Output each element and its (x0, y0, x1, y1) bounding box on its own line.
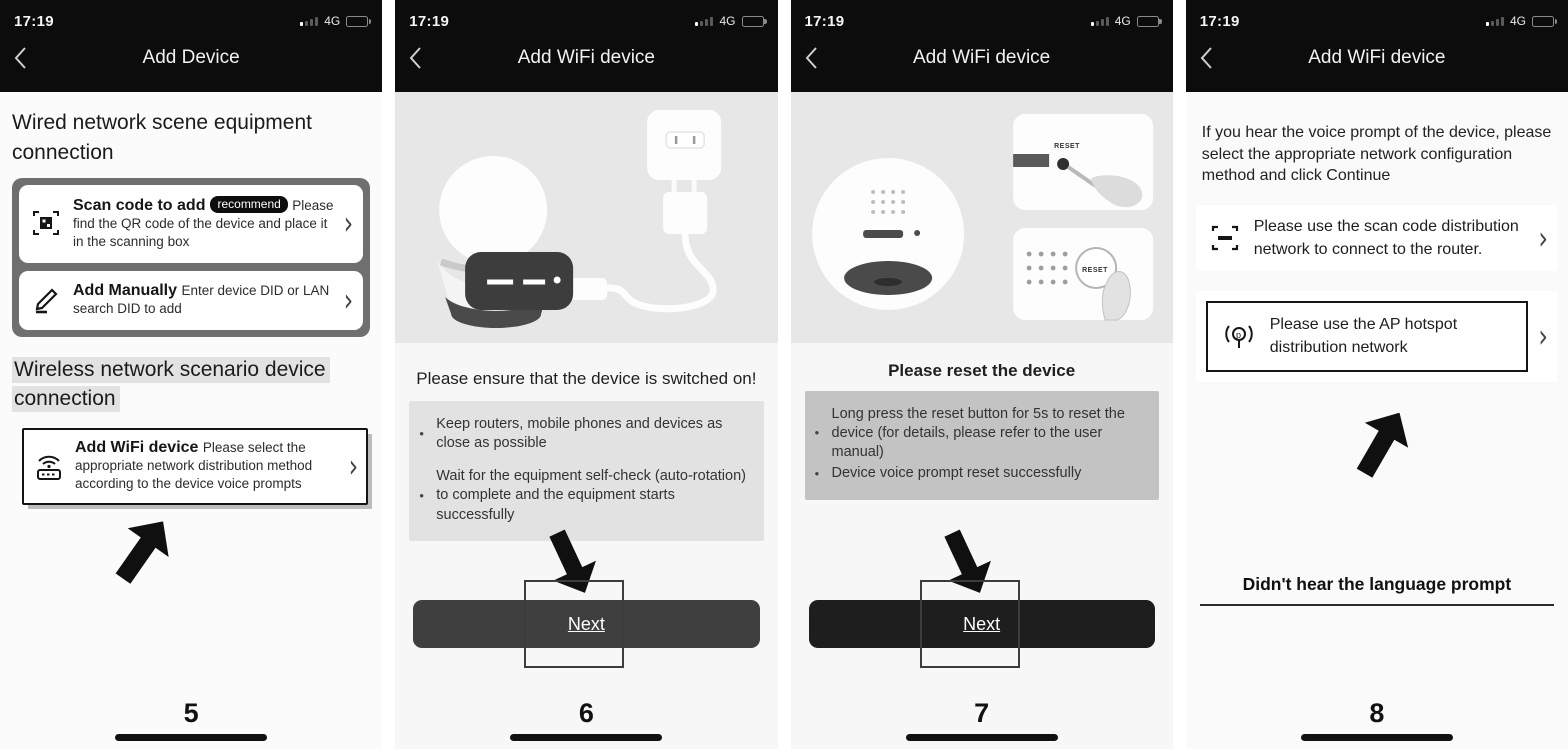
network-type: 4G (1509, 14, 1526, 28)
signal-icon (695, 16, 713, 26)
screen-network-method (1186, 0, 1568, 749)
battery-icon (1137, 16, 1159, 27)
clock: 17:19 (804, 12, 845, 30)
add-wifi-device-card[interactable] (22, 428, 368, 505)
section-title-wired: Wired network scene equipment connection (12, 111, 312, 164)
svg-text:RESET: RESET (1081, 267, 1108, 274)
svg-text:RESET: RESET (1053, 143, 1080, 150)
status-bar (805, 8, 1159, 34)
reset-illustration (791, 92, 1173, 343)
qr-scan-icon (27, 209, 65, 237)
network-type: 4G (1114, 14, 1131, 28)
tip-item: ● Keep routers, mobile phones and devices as close as possible (419, 415, 749, 453)
screen-switch-on (395, 0, 777, 749)
annotation-arrow (102, 507, 185, 594)
network-type: 4G (719, 14, 736, 28)
option-label: Please use the scan code distribution network to connect to the router. (1253, 217, 1519, 258)
header (791, 0, 1173, 92)
step-indicator (395, 692, 777, 749)
card-desc: Enter device DID or LAN search DID to add (73, 282, 330, 316)
card-desc: Please find the QR code of the device and place it in the scanning box (73, 197, 334, 249)
scan-code-icon (1206, 223, 1244, 253)
tip-item: ● Long press the reset button for 5s to reset the device (for details, please refer to the user manual) (815, 405, 1145, 462)
battery-icon (346, 16, 368, 27)
page-title: Add Device (142, 47, 240, 68)
instruction-heading: Please reset the device (888, 361, 1076, 380)
annotation-box (524, 580, 624, 668)
wired-card-group (12, 178, 370, 337)
clock: 17:19 (14, 12, 54, 30)
next-button[interactable]: Next (809, 600, 1155, 648)
step-number: 6 (578, 698, 594, 728)
clock: 17:19 (1199, 12, 1240, 30)
add-manually-card[interactable] (19, 271, 363, 330)
scan-code-card[interactable] (19, 185, 363, 263)
status-bar (409, 8, 763, 34)
wifi-card-desc: Please select the appropriate network distribution method according to the device voice prompts (75, 440, 313, 492)
battery-icon (1532, 16, 1554, 27)
step-underline (510, 734, 662, 741)
annotation-arrow (1342, 399, 1422, 486)
add-manually-title: Add Manually (73, 281, 178, 299)
instruction-heading: Please ensure that the device is switched on! (416, 369, 757, 388)
step-underline (906, 734, 1058, 741)
status-bar (14, 8, 368, 34)
page-title: Add WiFi device (912, 47, 1051, 68)
signal-icon (300, 16, 318, 26)
option-label: Please use the AP hotspot distribution network (1269, 316, 1458, 357)
wifi-card-title: Add WiFi device (75, 439, 199, 457)
scan-code-title: Scan code to add (73, 196, 206, 214)
page-title: Add WiFi device (517, 47, 656, 68)
chevron-right-icon: › (1538, 219, 1548, 257)
tips-box (805, 391, 1159, 500)
header (0, 0, 382, 92)
clock: 17:19 (409, 12, 450, 30)
header (395, 0, 777, 92)
tips-box (409, 401, 763, 541)
chevron-right-icon: › (343, 204, 354, 243)
step-indicator (791, 692, 1173, 749)
signal-icon (1091, 16, 1109, 26)
page-title: Add WiFi device (1308, 47, 1446, 68)
step-underline (115, 734, 267, 741)
recommend-badge: recommend (210, 196, 287, 213)
signal-icon (1486, 16, 1504, 26)
wifi-router-icon (30, 451, 68, 481)
annotation-box (1206, 301, 1529, 371)
scan-code-option[interactable] (1196, 205, 1558, 271)
screen-reset-device (791, 0, 1173, 749)
step-number: 8 (1369, 698, 1385, 728)
step-number: 7 (974, 698, 990, 728)
screen-add-device (0, 0, 382, 749)
chevron-right-icon: › (1538, 317, 1548, 356)
next-button[interactable]: Next (413, 600, 759, 648)
device-power-illustration (395, 92, 777, 343)
step-underline (1301, 734, 1453, 741)
step-indicator (1186, 692, 1568, 749)
chevron-right-icon: › (348, 447, 359, 486)
intro-text: If you hear the voice prompt of the device, please select the appropriate network configuration method and click Continue (1201, 124, 1552, 185)
tip-item: ● Wait for the equipment self-check (auto-rotation) to complete and the equipment starts successfully (419, 467, 749, 524)
didnt-hear-link[interactable]: Didn't hear the language prompt (1200, 574, 1554, 606)
annotation-box (920, 580, 1020, 668)
tip-item: ● Device voice prompt reset successfully (815, 464, 1145, 483)
pencil-icon (27, 286, 65, 314)
header (1186, 0, 1568, 92)
section-title-wireless (12, 355, 370, 415)
svg-text:p: p (1235, 330, 1241, 341)
card-title (73, 197, 288, 214)
step-indicator (12, 692, 370, 749)
ap-hotspot-icon (1220, 321, 1258, 351)
ap-hotspot-option[interactable] (1196, 291, 1558, 381)
status-bar (1200, 8, 1554, 34)
step-number: 5 (183, 698, 199, 728)
section-title-wireless-text: Wireless network scenario device connection (12, 357, 330, 413)
network-type: 4G (324, 14, 341, 28)
chevron-right-icon: › (343, 280, 354, 319)
battery-icon (742, 16, 764, 27)
